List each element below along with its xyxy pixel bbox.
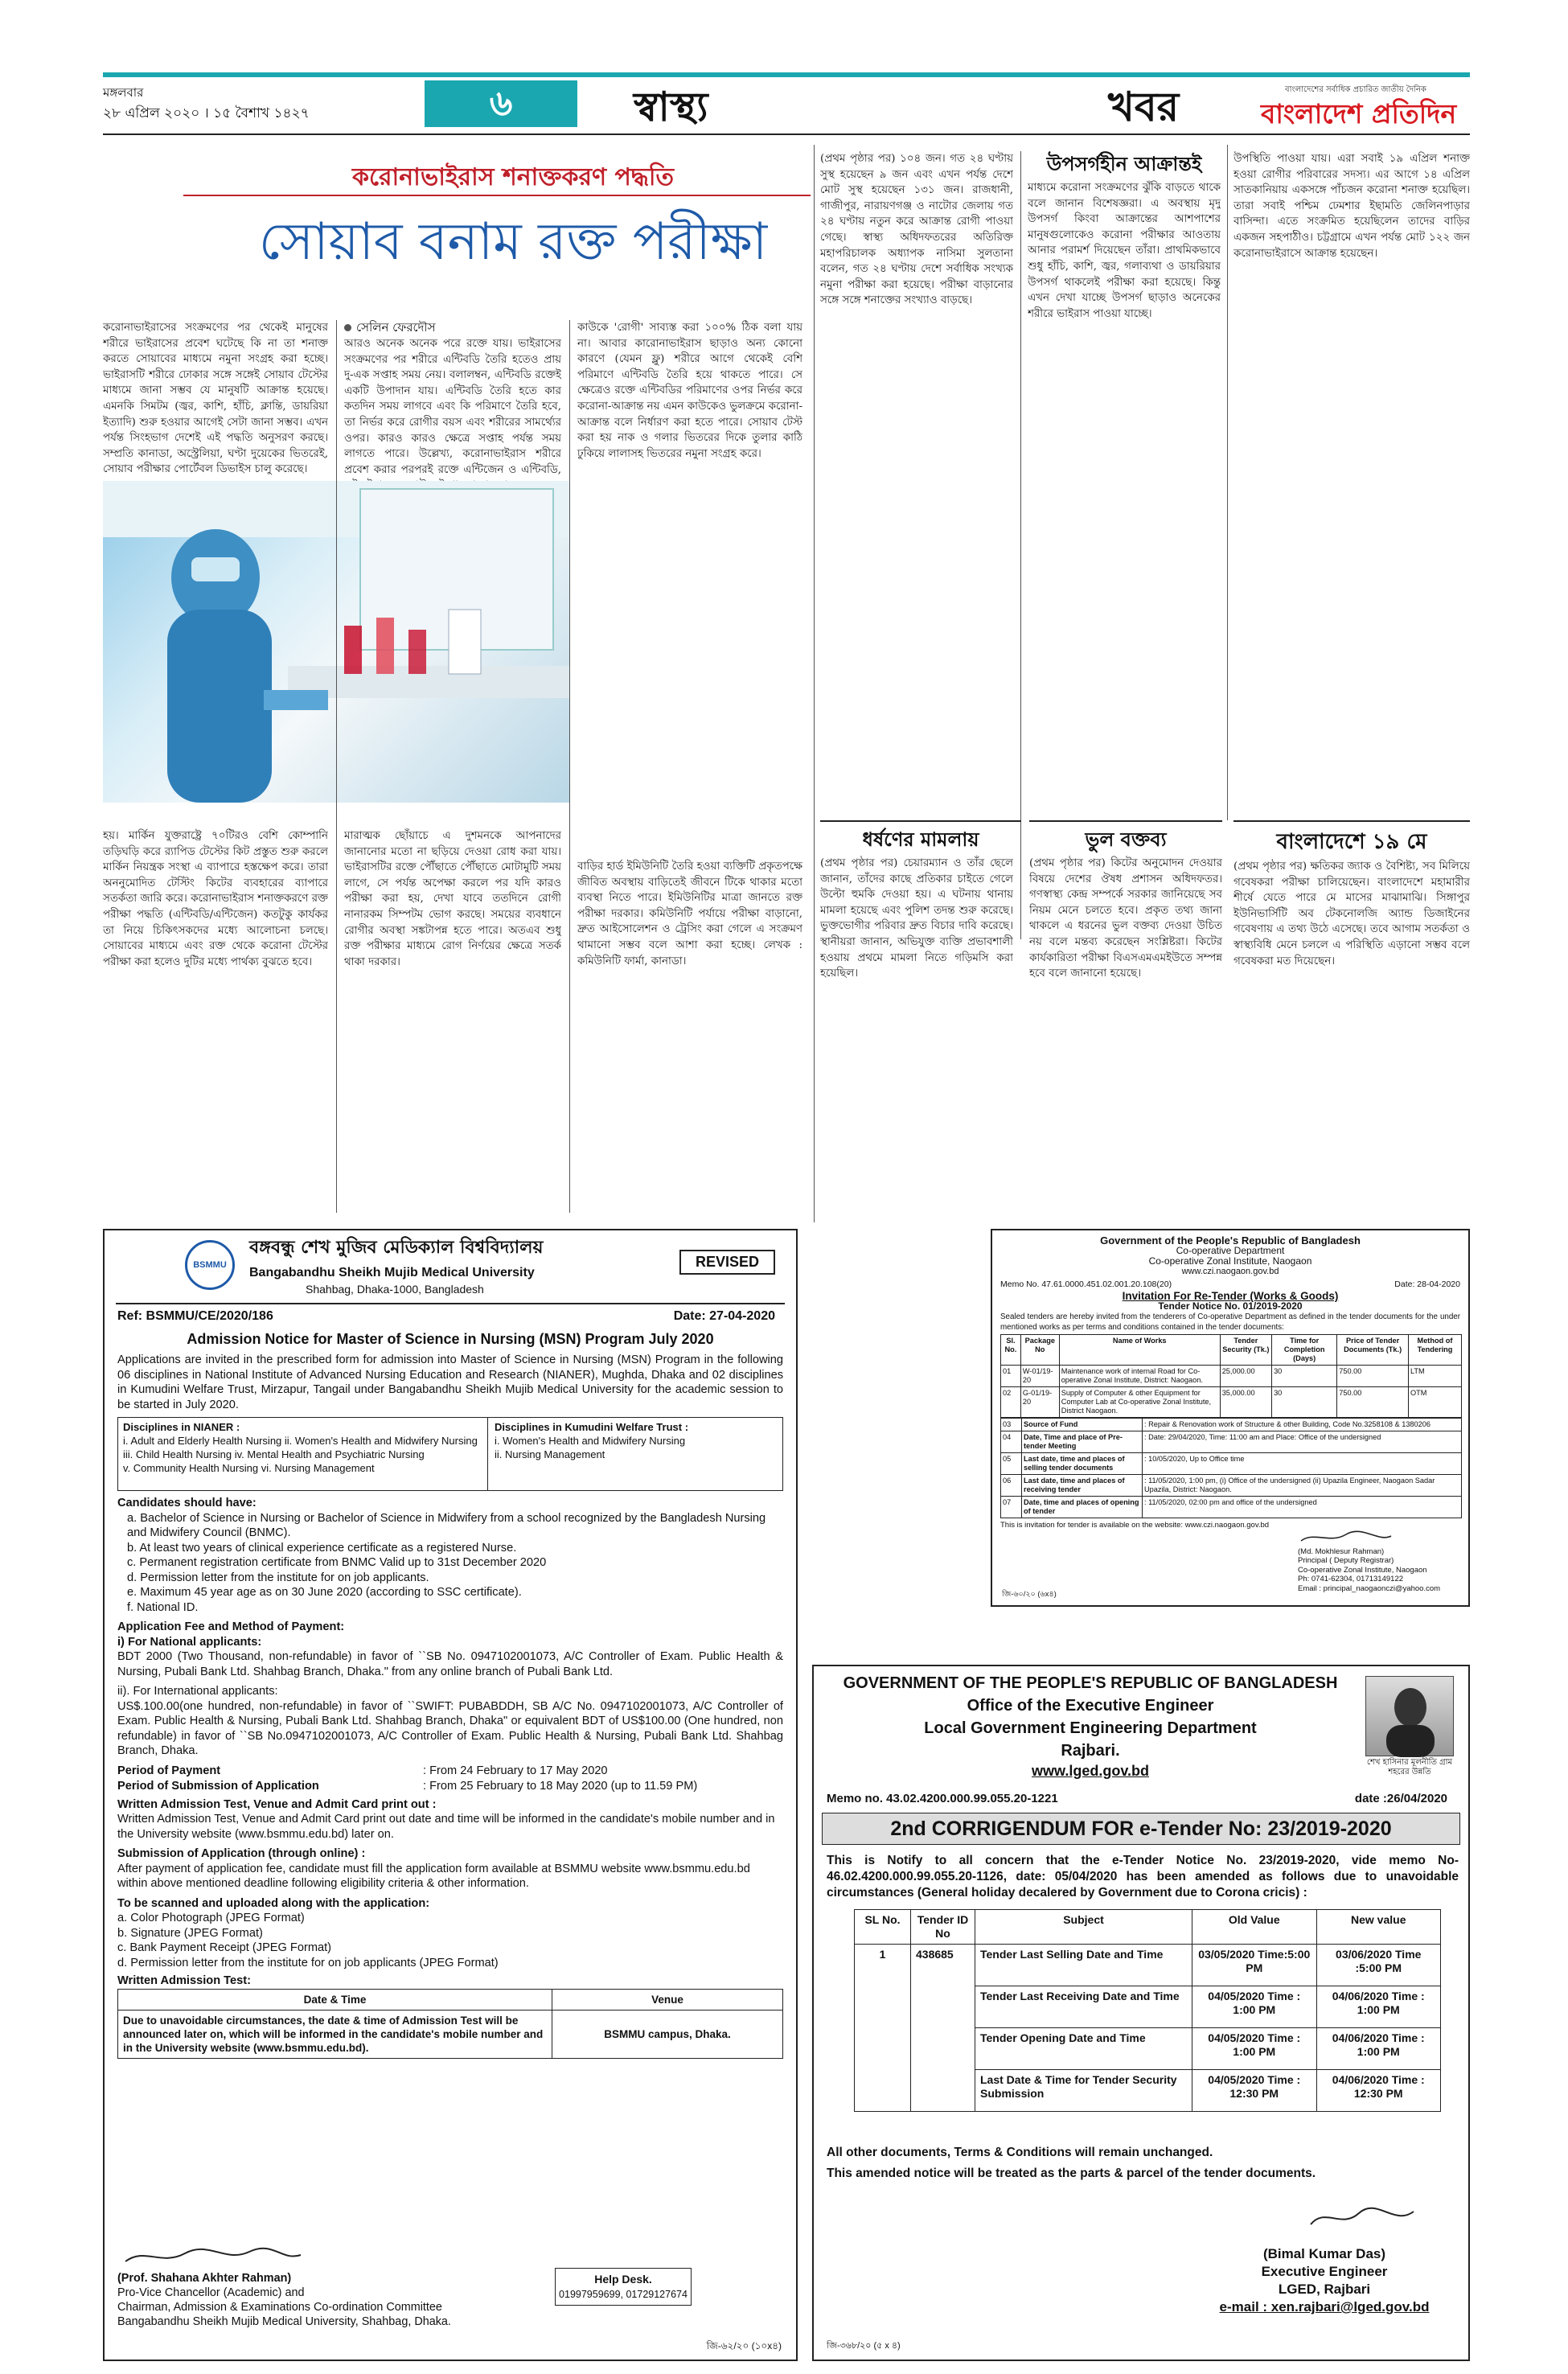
article3-title: ধর্ষণের মামলায় <box>862 828 979 851</box>
bsmmu-signature <box>121 2245 306 2268</box>
table-row <box>1001 1366 1462 1387</box>
table-row <box>1001 1475 1462 1497</box>
info-cell: Source of Fund <box>1022 1419 1143 1431</box>
tender-sign-title: Co-operative Zonal Institute, Naogaon <box>1298 1565 1427 1575</box>
table-row <box>1001 1431 1462 1453</box>
tender-col: Tender Security (Tk.) <box>1220 1335 1271 1366</box>
lged-sign-name: (Bimal Kumar Das) <box>1262 2246 1386 2261</box>
lged-old-value: 04/05/2020 Time : 1:00 PM <box>1192 1986 1317 2028</box>
lged-h3: Local Government Engineering Department <box>924 1719 1257 1737</box>
lged-h1: GOVERNMENT OF THE PEOPLE'S REPUBLIC OF BANGLADESH <box>843 1674 1338 1692</box>
tender-info-table <box>1000 1418 1462 1518</box>
candidates-heading: Candidates should have: <box>117 1497 257 1509</box>
page-number: ৬ <box>489 83 513 124</box>
lged-new-value: 04/06/2020 Time : 12:30 PM <box>1316 2070 1441 2112</box>
tender-cell: Maintenance work of internal Road for Co-operative Zonal Institute, District: Naogaon. <box>1059 1366 1220 1387</box>
disciplines-nianer-item: i. Adult and Elderly Health Nursing ii. Women's Health and Midwifery Nursing <box>123 1435 478 1447</box>
lged-sl: 1 <box>855 1945 911 2112</box>
candidate-item: c. Permanent registration certificate from BNMC Valid up to 31st December 2020 <box>127 1556 547 1569</box>
page-number-badge <box>425 80 577 127</box>
tender-foot: This is invitation for tender is available on the website: www.czi.naogaon.gov.bd <box>1000 1521 1270 1530</box>
lged-table <box>854 1909 1441 2112</box>
info-cell: : 10/05/2020, Up to Office time <box>1143 1453 1462 1475</box>
section-title-2: খবর <box>1108 83 1180 130</box>
lged-h4: Rajbari. <box>1061 1742 1120 1760</box>
naogaon-tender-ad <box>991 1229 1470 1607</box>
lead-col-1: করোনাভাইরাসের সংক্রমণের পর থেকেই মানুষের শরীরে ভাইরাসের প্রবেশ ঘটেছে কি না তা শনাক্ত করতে সোয়াবের মাধ্যমে নমুনা সংগ্রহ করা হচ্ছে। ভাইরাসটি শরীরে ঢোকার সঙ্গে সঙ্গেই সোয়াব টেস্টের মাধ্যমে জানা সম্ভব যে মানুষটি আক্রান্ত হয়েছে। এমনকি সিমটম (জ্বর, কাশি, হাঁচি, ক্লান্তি, ডায়রিয়া ইত্যাদি) শুরু হওয়ার আগেই সেটা জানা সম্ভব। এখন পর্যন্ত সিংহভাগ দেশেই এই পদ্ধতি অনুসরণ করছে। সম্প্রতি কানাডা, অস্ট্রেলিয়া, ঘণ্টা দুয়েকের ভিতরেই, সোয়াব পরীক্ষার পোর্টেবল ডিভাইস চালু করেছে। <box>103 322 328 476</box>
bsmmu-sign-title: Chairman, Admission & Examinations Co-ordination Committee <box>117 2301 442 2314</box>
info-cell: 06 <box>1001 1475 1022 1497</box>
candidate-item: f. National ID. <box>127 1600 199 1614</box>
tender-memo-row <box>1000 1279 1460 1291</box>
tender-title: Invitation For Re-Tender (Works & Goods) <box>1122 1290 1339 1302</box>
tender-cell: 750.00 <box>1337 1387 1409 1418</box>
table-row <box>1001 1419 1462 1431</box>
tender-sign-name: (Md. Mokhlesur Rahman) <box>1298 1546 1385 1556</box>
bsmmu-sign-block <box>117 2271 451 2329</box>
lged-subject: Tender Last Selling Date and Time <box>975 1945 1192 1986</box>
disciplines-kumudini-heading: Disciplines in Kumudini Welfare Trust : <box>495 1421 689 1433</box>
tender-sign-title: Ph: 0741-62304, 01713149122 <box>1298 1575 1404 1583</box>
lead-col-6: বাড়ির হার্ড ইমিউনিটি তৈরি হওয়া ব্যক্তিটি প্রকৃতপক্ষে জীবিত অবস্থায় বাড়িতেই জীবনে টিকে থাকার মতো ব্যবস্থা নিতে পারে। ইমিউনিটির মাত্রা জানতে রক্ত পরীক্ষা দরকার। কমিউনিটি পর্যায়ে পরীক্ষা বাড়ানো, দ্রুত আইসোলেশন ও ট্রেসিং করা গেলে এ সংক্রমণ থামানো সম্ভব বলে আশা করা হচ্ছে। লেখক : কমিউনিটি ফার্মা, কানাডা। <box>577 860 802 967</box>
article5-title: বাংলাদেশে ১৯ মে <box>1276 830 1427 854</box>
help-desk-heading: Help Desk. <box>594 2273 652 2286</box>
tender-signature-scribble <box>1298 1530 1394 1544</box>
tender-col: Package No <box>1020 1335 1059 1366</box>
disciplines-nianer-heading: Disciplines in NIANER : <box>123 1421 240 1433</box>
right-col-rule <box>1227 145 1228 820</box>
lged-sign-block <box>1192 2245 1457 2316</box>
scan-item: c. Bank Payment Receipt (JPEG Format) <box>117 1941 332 1954</box>
mujib-portrait <box>1365 1676 1454 1756</box>
masthead-bottom-rule <box>103 133 1470 135</box>
submission-text: After payment of application fee, candidate must fill the application form available at BSMMU website www.bsmmu.edu.bd within above mentioned deadline following eligibility criteria & other information. <box>117 1862 750 1890</box>
scan-item: a. Color Photograph (JPEG Format) <box>117 1912 305 1924</box>
article5-title-rule <box>1233 820 1470 822</box>
portrait-silhouette-icon <box>1366 1677 1455 1757</box>
info-cell: Date, time and places of opening of tender <box>1022 1497 1143 1518</box>
masthead-rule <box>103 72 1470 77</box>
lged-sign-title: Executive Engineer <box>1261 2264 1388 2279</box>
candidate-item: a. Bachelor of Science in Nursing or Bachelor of Science in Midwifery from a school recognized by the Bangladesh Nursing and Midwifery Council (BNMC). <box>127 1511 766 1539</box>
article2-title: উপসর্গহীন আক্রান্তই <box>1046 152 1202 175</box>
info-cell: Last date, time and places of selling tender documents <box>1022 1453 1143 1475</box>
lead-col-3: কাউকে 'রোগী' সাব্যস্ত করা ১০০% ঠিক বলা যায় না। আবার কারোনাভাইরাস ছাড়াও অন্য কোনো কারণে (যেমন ফ্লু) শরীরে আগে থেকেই বেশি পরিমাণে এন্টিবডি তৈরি হয়ে থাকতে পারে। সে ক্ষেত্রেও রক্তে এন্টিবডির পরিমাণের ওপর নির্ভর করে করোনা-আক্রান্ত নয় এমন কাউকেও ভুলক্রমে করোনা-আক্রান্ত বলে নির্ধারণ করা হতে পারে। সোয়াব টেস্ট করা হয় নাক ও গলার ভিতরের দিকে তুলার কাঠি ঢুকিয়ে লালাসহ ভিতরের নমুনা সংগ্রহ করে। <box>577 322 802 460</box>
bsmmu-sign-title: Bangabandhu Sheikh Mujib Medical University, Shahbag, Dhaka. <box>117 2315 451 2328</box>
article4-title: ভুল বক্তব্য <box>1085 828 1167 851</box>
info-cell: 03 <box>1001 1419 1022 1431</box>
tender-cell: 30 <box>1272 1387 1337 1418</box>
article5-col-1: উপস্থিতি পাওয়া যায়। এরা সবাই ১৯ এপ্রিল শনাক্ত হওয়া রোগীর পরিবারের সদস্য। এর আগে ১৪ এপ্রিল সাতকানিয়ায় একসঙ্গে পাঁচজন করোনা শনাক্ত হয়েছিল। তারা সবাই পশ্চিম ঢেমশার ইছামতি জেলিনপাড়ার বাসিন্দা। এতে সংক্রমিত হয়েছিলেন তাদের বাড়ির একজন সহপাঠীও। চট্টগ্রামে এখন পর্যন্ত মোট ১২২ জন করোনাভাইরাসে আক্রান্ত হয়েছেন। <box>1233 153 1470 260</box>
lged-h5: www.lged.gov.bd <box>1032 1763 1149 1779</box>
lged-col: Subject <box>975 1910 1192 1945</box>
written-heading: Written Admission Test, Venue and Admit Card print out : <box>117 1797 437 1811</box>
period-submission-value: : From 25 February to 18 May 2020 (up to 11.59 PM) <box>423 1779 698 1793</box>
lged-new-value: 04/06/2020 Time : 1:00 PM <box>1316 2028 1441 2070</box>
tender-cell: 02 <box>1001 1387 1021 1418</box>
written-text: Written Admission Test, Venue and Admit Card print out date and time will be informed in the candidate's mobile number and in the University website (www.bsmmu.edu.bd) later on. <box>117 1813 775 1841</box>
info-cell: 05 <box>1001 1453 1022 1475</box>
disciplines-kumudini-item: ii. Nursing Management <box>495 1448 605 1460</box>
bsmmu-address: Shahbag, Dhaka-1000, Bangladesh <box>306 1283 484 1296</box>
lged-tender-id: 438685 <box>911 1945 975 2112</box>
lged-ad-code: জি-৩৬৮/২০ (৫ x ৪) <box>827 2341 901 2351</box>
lged-note-2: This amended notice will be treated as the parts & parcel of the tender documents. <box>827 2167 1316 2180</box>
lged-h2: Office of the Executive Engineer <box>967 1697 1214 1715</box>
lead-article <box>103 145 811 1222</box>
tender-date: Date: 28-04-2020 <box>1394 1279 1460 1289</box>
tender-h4: www.czi.naogaon.gov.bd <box>1181 1267 1279 1276</box>
lead-col-4: হয়। মার্কিন যুক্তরাষ্ট্রে ৭০টিরও বেশি কোম্পানি তড়িঘড়ি করে র‍্যাপিড টেস্টের কিট প্রস্তুত শুরু করলে মার্কিন নিয়ন্ত্রক সংস্থা এ ব্যাপারে হস্তক্ষেপ করে। তারা অননুমোদিত টেস্টিং কিটের ব্যবহারের ব্যাপারে সতর্কতা জারি করে। করোনাভাইরাস শনাক্তকরণে রক্ত পরীক্ষা পদ্ধতি (এন্টিবডি/এন্টিজেন) কতটুকু কার্যকর তা নিয়ে চিকিৎসকদের মধ্যে আলোচনা চলছে। সোয়াবের মাধ্যমে এবং রক্ত থেকে করোনা টেস্টের পরীক্ষা করা হলেও দুটির মধ্যে পার্থক্য বুঝতে হবে। <box>103 830 328 968</box>
tender-memo: Memo No. 47.61.0000.451.02.001.20.108(20) <box>1000 1279 1172 1289</box>
lged-subject: Tender Opening Date and Time <box>975 2028 1192 2070</box>
test-datetime: Due to unavoidable circumstances, the date & time of Admission Test will be announced later on, which will be informed in the candidate's mobile number and in the University website (www.bsmmu.edu.bd). <box>118 2010 552 2058</box>
article-ctg <box>1233 145 1470 1222</box>
lged-old-value: 03/05/2020 Time:5:00 PM <box>1192 1945 1317 1986</box>
kicker-rule <box>183 195 811 196</box>
disciplines-kumudini <box>490 1418 782 1490</box>
tender-cell: 01 <box>1001 1366 1021 1387</box>
lged-memo: Memo no. 43.02.4200.000.99.055.20-1221 <box>827 1792 1058 1805</box>
article3-rule <box>820 820 1021 822</box>
lged-corrigendum-ad <box>812 1665 1470 2361</box>
tender-sign-block <box>1298 1530 1459 1593</box>
bsmmu-ad-code: জি-৬২/২০ (১০x৪) <box>706 2340 782 2351</box>
lead-col-rule-2 <box>569 320 570 1213</box>
bsmmu-signature-scribble <box>121 2245 306 2268</box>
info-cell: : Date: 29/04/2020, Time: 11:00 am and Place: Office of the undersigned <box>1143 1431 1462 1453</box>
lead-col-5: মারাত্মক ছোঁয়াচে এ দুশমনকে আপনাদের জানানোর মতো না ছড়িয়ে দেওয়া রোধ করা যায়। ভাইরাসটির রক্তে পৌঁছাতে পৌঁছাতে মোটামুটি সময় লাগে, সে পর্যন্ত অপেক্ষা করলে পর যদি কারও পরীক্ষা করা হয়, দেখা যাবে ততদিনে রোগী নানারকম সিম্পটম ভোগ করছে। সময়ের ব্যবধানে রোগীর অবস্থা সঙ্কটাপন্ন হতে পারে। অতএব শুধু রক্ত পরীক্ষার মাধ্যমে রোগ নির্ণয়ের ক্ষেত্রে সতর্ক থাকা দরকার। <box>344 830 561 968</box>
tender-col: Name of Works <box>1059 1335 1220 1366</box>
tender-col: Time for Completion (Days) <box>1272 1335 1337 1366</box>
bsmmu-name-bn: বঙ্গবন্ধু শেখ মুজিব মেডিক্যাল বিশ্ববিদ্যালয় <box>249 1237 544 1258</box>
lged-banner: 2nd CORRIGENDUM FOR e-Tender No: 23/2019-2020 <box>822 1813 1460 1845</box>
tender-cell: 35,000.00 <box>1220 1387 1271 1418</box>
tender-sign-title: Principal ( Deputy Registrar) <box>1298 1556 1394 1565</box>
tender-col: Sl. No. <box>1001 1335 1021 1366</box>
article5-col-2: (প্রথম পৃষ্ঠার পর) ক্ষতিকর জ্যাক ও বৈশিষ্ট্য, সব মিলিয়ে গবেষকরা পরীক্ষা চালিয়েছেন। বাংলাদেশে মহামারীর শীর্ষে যেতে পারে মে মাসের মাঝামাঝি। সিঙ্গাপুর ইউনিভার্সিটি অব টেকনোলজি অ্যান্ড ডিজাইনের গবেষণায় এ তথ্য উঠে এসেছে। তবে আগাম সতর্কতা ও স্বাস্থ্যবিধি মেনে চললে এ পরিস্থিতি এড়ানো সম্ভব বলে গবেষকরা মত দিয়েছেন। <box>1233 860 1470 967</box>
period-payment-value: : From 24 February to 17 May 2020 <box>423 1764 608 1777</box>
lged-new-value: 04/06/2020 Time : 1:00 PM <box>1316 1986 1441 2028</box>
fee-national: BDT 2000 (Two Thousand, non-refundable) in favor of ``SB No. 0947102001073, A/C Controller of Exam. Public Health & Nursing, Pubali Bank Ltd. Shahbag Branch, Dhaka." from any online branch of Pubali Bank Ltd. <box>117 1650 783 1678</box>
main-col-rule <box>814 145 815 1222</box>
lged-new-value: 03/06/2020 Time :5:00 PM <box>1316 1945 1441 1986</box>
tender-cell: Supply of Computer & other Equipment for Computer Lab at Co-operative Zonal Institute, District Naogaon. <box>1059 1387 1220 1418</box>
period-submission-label: Period of Submission of Application <box>117 1779 319 1793</box>
lged-table-header <box>855 1910 1441 1945</box>
fee-heading: Application Fee and Method of Payment: <box>117 1620 345 1633</box>
test-col-venue: Venue <box>552 1989 783 2010</box>
tender-sign-title: Email : principal_naogaonczi@yahoo.com <box>1298 1583 1441 1593</box>
article-rape-case <box>820 820 1021 1222</box>
bsmmu-ref: Ref: BSMMU/CE/2020/186 <box>117 1309 273 1323</box>
tender-table-header <box>1001 1335 1462 1366</box>
byline-bullet-icon <box>344 324 351 331</box>
tender-intro: Sealed tenders are hereby invited from the tenderers of Co-operative Department as defined in the tender documents for the under mentioned works as per terms and conditions contained in the tender documents: <box>1000 1312 1460 1332</box>
issue-day: মঙ্গলবার <box>103 85 144 100</box>
help-desk-numbers: 01997959699, 01729127674 <box>559 2288 688 2300</box>
lged-col: Old Value <box>1192 1910 1317 1945</box>
info-cell: Last date, time and places of receiving tender <box>1022 1475 1143 1497</box>
bsmmu-rule <box>116 1303 785 1304</box>
bsmmu-sign-title: Pro-Vice Chancellor (Academic) and <box>117 2286 305 2299</box>
tender-notice: Tender Notice No. 01/2019-2020 <box>1158 1300 1303 1312</box>
fee-international: US$.100.00(one hundred, non-refundable) in favor of ``SWIFT: PUBABDDH, SB A/C No. 0947102001073, A/C Controller of Exam. Public Health & Nursing, Pubali Bank Ltd. Shahbag Branch, Dhaka" or equivalent BDT of US$100.00 (One hundred, non refundable) in favor of ``SB No.0947102001073, A/C Controller of Exam. Public Health & Nursing, Pubali Bank Ltd. Shahbag Branch, Dhaka. <box>117 1699 783 1757</box>
disciplines-box <box>117 1417 783 1491</box>
help-desk-box <box>555 2268 692 2306</box>
candidate-item: d. Permission letter from the institute for on job applicants. <box>127 1571 429 1584</box>
tender-cell: 30 <box>1272 1366 1337 1387</box>
lged-col: New value <box>1316 1910 1441 1945</box>
lged-old-value: 04/05/2020 Time : 1:00 PM <box>1192 2028 1317 2070</box>
tender-ad-code: জি-৬০/২০ (৬x৪) <box>1002 1590 1057 1599</box>
candidate-item: e. Maximum 45 year age as on 30 June 2020 (according to SSC certificate). <box>127 1586 522 1599</box>
article4-col: (প্রথম পৃষ্ঠার পর) কিটের অনুমোদন দেওয়ার বিষয়ে দেশের ঔষধ প্রশাসন অধিদফতর। গণস্বাস্থ্য কেন্দ্র সম্পর্কে সরকার জানিয়েছে সব নিয়ম মেনে চলতে হবে। প্রকৃত তথ্য জানা থাকলে এ ধরনের ভুল বক্তব্য দেওয়া উচিত নয় বলে মন্তব্য করেছেন সংশ্লিষ্টরা। কিটের কার্যকারিতা পরীক্ষা বিএসএমএমইউতে সম্পন্ন হবে বলে জানানো হয়েছে। <box>1029 857 1222 980</box>
article2-col-2: মাধ্যমে করোনা সংক্রমণের ঝুঁকি বাড়তে থাকে বলে জানান বিশেষজ্ঞরা। এ অবস্থায় মৃদু উপসর্গ কিংবা আক্রান্তের আশপাশের মানুষগুলোকেও করোনা পরীক্ষার আওতায় আনার পরামর্শ দিয়েছেন তাঁরা। প্রাথমিকভাবে শুধু হাঁচি, কাশি, জ্বর, গলাব্যথা ও ডায়রিয়ার উপসর্গ থাকলেই পরীক্ষা করা হয়েছে। কিন্তু এখন দেখা যাচ্ছে উপসর্গ ছাড়াও অনেকের শরীরে ভাইরাস পাওয়া যাচ্ছে। <box>1028 182 1221 320</box>
info-cell: : Repair & Renovation work of Structure & other Building, Code No.3258108 & 1380206 <box>1143 1419 1462 1431</box>
test-venue: BSMMU campus, Dhaka. <box>552 2010 783 2058</box>
scan-heading: To be scanned and uploaded along with the application: <box>117 1896 430 1910</box>
candidate-item: b. At least two years of clinical experience certificate as a registered Nurse. <box>127 1541 517 1555</box>
bsmmu-logo-text: BSMMU <box>193 1260 227 1270</box>
lged-sign-email: e-mail : xen.rajbari@lged.gov.bd <box>1219 2299 1430 2314</box>
info-cell: : 11/05/2020, 1:00 pm, (i) Office of the undersigned (ii) Upazila Engineer, Naogaon Sadar Upazila, District: Naogaon. <box>1143 1475 1462 1497</box>
period-payment-label: Period of Payment <box>117 1764 221 1777</box>
lged-subject: Tender Last Receiving Date and Time <box>975 1986 1192 2028</box>
submission-heading: Submission of Application (through online) : <box>117 1847 366 1860</box>
tender-cell: 750.00 <box>1337 1366 1409 1387</box>
lged-intro: This is Notify to all concern that the e-Tender Notice No. 23/2019-2020, vide memo No- 46.02.4200.000.99.055.20-1126, date: 05/04/2020 has been amended as follows due to unavoidable circumstances (General holiday decalered by Government due to Corona cricis) : <box>827 1854 1459 1900</box>
bsmmu-name-en: Bangabandhu Sheikh Mujib Medical University <box>249 1266 535 1279</box>
tender-h3: Co-operative Zonal Institute, Naogaon <box>1148 1255 1312 1267</box>
byline-name: সেলিন ফেরদৌস <box>356 320 436 335</box>
tender-cell: G-01/19-20 <box>1020 1387 1059 1418</box>
fee-national-heading: i) For National applicants: <box>117 1635 262 1649</box>
lead-col-rule-1 <box>336 320 337 1213</box>
lged-sign-title: LGED, Rajbari <box>1278 2282 1371 2297</box>
disciplines-nianer-item: iii. Child Health Nursing iv. Mental Health and Psychiatric Nursing <box>123 1448 425 1460</box>
bsmmu-logo-icon <box>185 1240 235 1290</box>
lead-headline: সোয়াব বনাম রক্ত পরীক্ষা <box>258 212 768 272</box>
info-cell: 07 <box>1001 1497 1022 1518</box>
article4-rule <box>1029 820 1222 822</box>
periods <box>117 1764 783 1794</box>
article2-col-1: (প্রথম পৃষ্ঠার পর) ১০৪ জন। গত ২৪ ঘণ্টায় সুস্থ হয়েছেন ৯ জন এবং এখন পর্যন্ত দেশে মোট সুস্থ হয়েছেন ১৩১ জন। রাজধানী, গাজীপুর, নারায়ণগঞ্জ ও নাটোর জেলায় গত ২৪ ঘণ্টায় নতুন করে আক্রান্ত রোগী পাওয়া গেছে। স্বাস্থ্য অধিদফতরের অতিরিক্ত মহাপরিচালক অধ্যাপক নাসিমা সুলতানা বলেন, গত ২৪ ঘণ্টায় দেশে সর্বাধিক সংখ্যক নমুনা পরীক্ষা করা হয়েছে। পরীক্ষা বাড়ানোর সঙ্গে সঙ্গে শনাক্তের সংখ্যাও বাড়ছে। <box>820 153 1013 307</box>
table-row <box>1001 1387 1462 1418</box>
bsmmu-date: Date: 27-04-2020 <box>673 1309 775 1323</box>
table-row <box>1001 1453 1462 1475</box>
bsmmu-title: Admission Notice for Master of Science in Nursing (MSN) Program July 2020 <box>187 1331 714 1347</box>
lged-signature-scribble <box>1306 2202 1418 2234</box>
lged-col: Tender ID No <box>911 1910 975 1945</box>
bsmmu-intro: Applications are invited in the prescribed form for admission into Master of Science in Nursing (MSN) Program in the following 06 disciplines in National Institute of Advanced Nursing Education and Research (NIANER), Mughda, Dhaka and 02 disciplines in Kumudini Welfare Trust, Mirzapur, Tangail under Bangabandhu Sheikh Mujib Medical University for the academic session to be started in July 2020. <box>117 1353 783 1411</box>
tender-cell: OTM <box>1409 1387 1462 1418</box>
info-cell: Date, Time and place of Pre-tender Meeting <box>1022 1431 1143 1453</box>
tender-table <box>1000 1334 1462 1418</box>
tender-h1: Government of the People's Republic of Bangladesh <box>1100 1234 1361 1247</box>
lged-col: SL No. <box>855 1910 911 1945</box>
fee-international-heading: ii). For International applicants: <box>117 1685 278 1698</box>
disciplines-nianer <box>118 1418 488 1490</box>
tender-col: Method of Tendering <box>1409 1335 1462 1366</box>
paper-logo: বাংলাদেশ প্রতিদিন <box>1261 98 1457 129</box>
test-table <box>117 1989 783 2059</box>
table-row <box>855 1945 1441 1986</box>
lged-date: date :26/04/2020 <box>1354 1792 1447 1805</box>
lead-col-2: আরও অনেক অনেক পরে রক্তে যায়। ভাইরাসের সংক্রমণের পর শরীরে এন্টিবডি তৈরি হতেও প্রায় দু-এক সপ্তাহ সময় নেয়। বলালম্বন, এন্টিবডি রক্তেই একটি উপাদান যায়। এন্টিবডি তৈরি হতে কার কতদিন সময় লাগবে এবং কি পরিমাণে তৈরি হবে, তা নির্ভর করে রোগীর বয়স এবং শরীরের সামর্থ্যের ওপর। কারও কারও ক্ষেত্রে সপ্তাহ পর্যন্ত সময় লাগতে পারে। উল্লেখ্য, করোনাভাইরাস শরীরে প্রবেশ করার পরপরই রক্তে এন্টিজেন ও এন্টিবডি, <box>344 338 561 476</box>
scan-item: d. Permission letter from the institute for on job applicants (JPEG Format) <box>117 1956 499 1969</box>
lged-note-1: All other documents, Terms & Conditions will remain unchanged. <box>827 2146 1213 2159</box>
bsmmu-admission-ad <box>103 1229 798 2361</box>
table-row <box>1001 1497 1462 1518</box>
tender-cell: LTM <box>1409 1366 1462 1387</box>
article-wrong-statement <box>1029 820 1222 1222</box>
lged-old-value: 04/05/2020 Time : 12:30 PM <box>1192 2070 1317 2112</box>
tender-h2: Co-operative Department <box>1176 1245 1285 1256</box>
lged-subject: Last Date & Time for Tender Security Submission <box>975 2070 1192 2112</box>
tender-cell: 25,000.00 <box>1220 1366 1271 1387</box>
test-heading: Written Admission Test: <box>117 1974 251 1987</box>
test-col-datetime: Date & Time <box>118 1989 552 2010</box>
disciplines-nianer-item: v. Community Health Nursing vi. Nursing Management <box>123 1462 375 1474</box>
disciplines-kumudini-item: i. Women's Health and Midwifery Nursing <box>495 1435 686 1447</box>
masthead <box>103 72 1470 137</box>
revised-badge: REVISED <box>679 1250 775 1275</box>
tender-cell: W-01/19-20 <box>1020 1366 1059 1387</box>
lead-kicker: করোনাভাইরাস শনাক্তকরণ পদ্ধতি <box>351 163 674 191</box>
info-cell: : 11/05/2020, 02:00 pm and office of the undersigned <box>1143 1497 1462 1518</box>
issue-date: ২৮ এপ্রিল ২০২০ । ১৫ বৈশাখ ১৪২৭ <box>103 105 310 121</box>
info-cell: 04 <box>1001 1431 1022 1453</box>
bsmmu-sign-name: (Prof. Shahana Akhter Rahman) <box>117 2272 292 2285</box>
mujib-caption: শেখ হাসিনার মূলনীতি গ্রাম শহরের উন্নতি <box>1366 1758 1453 1776</box>
scan-item: b. Signature (JPEG Format) <box>117 1926 263 1940</box>
tender-col: Price of Tender Documents (Tk.) <box>1337 1335 1409 1366</box>
paper-tagline: বাংলাদেশের সর্বাধিক প্রচারিত জাতীয় দৈনিক <box>1285 85 1426 94</box>
article3-col: (প্রথম পৃষ্ঠার পর) চেয়ারম্যান ও তাঁর ছেলে জানান, তাঁদের কাছে প্রতিকার চাইতে গেলে উল্টো হুমকি দেওয়া হয়। এ ঘটনায় থানায় মামলা হয়েছে এবং পুলিশ তদন্ত শুরু করেছে। ভুক্তভোগীর পরিবার দ্রুত বিচার দাবি করেছে। স্থানীয়রা জানান, অভিযুক্ত ব্যক্তি প্রভাবশালী হওয়ায় প্রথমে মামলা নিতে গড়িমসি করা হয়েছিল। <box>820 857 1013 980</box>
section-title: স্বাস্থ্য <box>634 83 708 130</box>
candidates-section <box>117 1496 783 2059</box>
